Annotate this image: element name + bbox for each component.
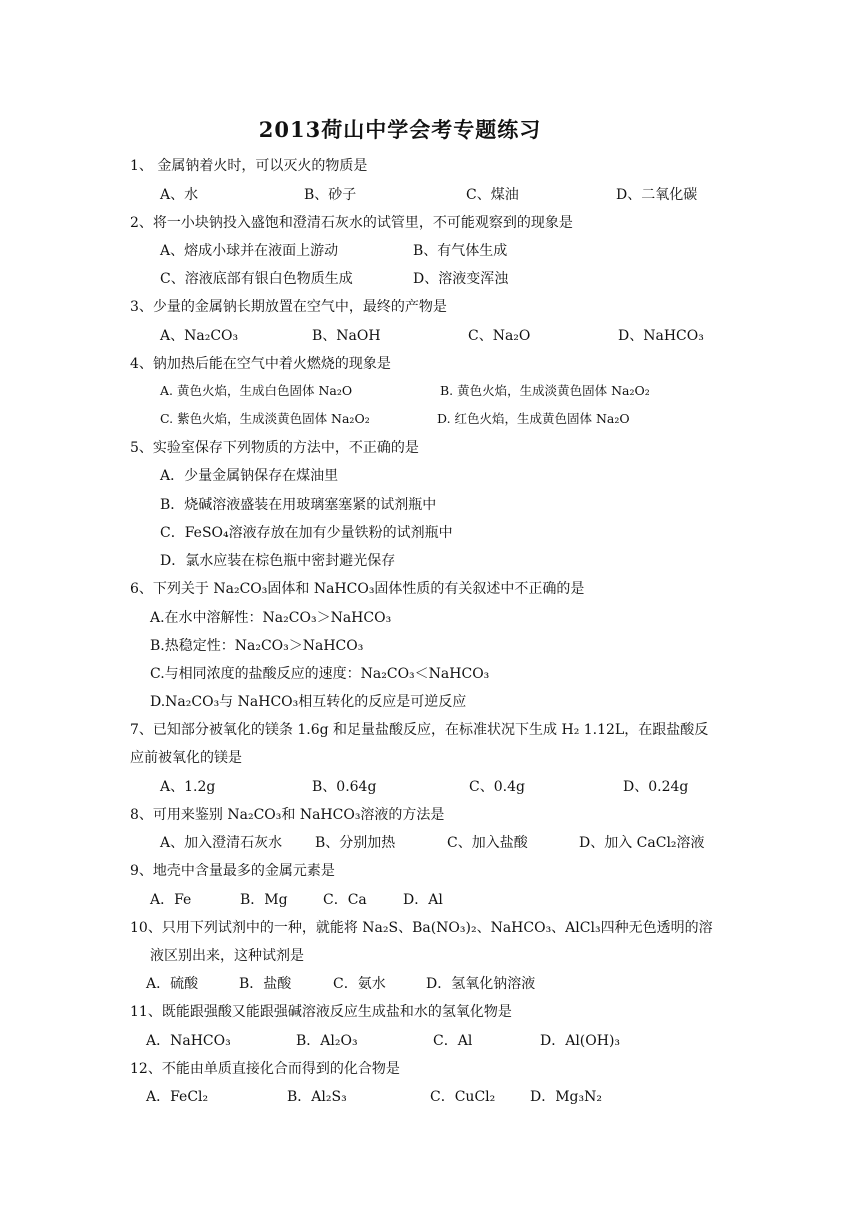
option-b: B、有气体生成 xyxy=(413,243,508,259)
question-6-option-d: D.Na₂CO₃与 NaHCO₃相互转化的反应是可逆反应 xyxy=(150,694,467,710)
option-b: B．Al₂O₃ xyxy=(296,1033,358,1049)
question-5-option-a: A．少量金属钠保存在煤油里 xyxy=(160,468,339,484)
option-c: C．CuCl₂ xyxy=(430,1089,496,1105)
question-10: 10、只用下列试剂中的一种，就能将 Na₂S、Ba(NO₃)₂、NaHCO₃、AlCl₃四种无色透明的溶 xyxy=(130,920,713,936)
option-a: A．NaHCO₃ xyxy=(146,1033,231,1049)
option-c: C、溶液底部有银白色物质生成 xyxy=(160,271,353,287)
option-a: A．FeCl₂ xyxy=(146,1089,209,1105)
option-a: A、熔成小球并在液面上游动 xyxy=(160,243,339,259)
option-b: B. 黄色火焰，生成淡黄色固体 Na₂O₂ xyxy=(440,383,650,398)
question-8: 8、可用来鉴别 Na₂CO₃和 NaHCO₃溶液的方法是 xyxy=(130,807,445,823)
question-10-continued: 液区别出来，这种试剂是 xyxy=(150,948,304,964)
option-b: B、砂子 xyxy=(304,187,357,203)
option-d: D、溶液变浑浊 xyxy=(413,271,509,287)
option-a: A、水 xyxy=(160,187,199,203)
option-d: D、二氧化碳 xyxy=(616,187,698,203)
question-1: 1、 金属钠着火时，可以灭火的物质是 xyxy=(130,158,368,174)
option-c: C．Al xyxy=(433,1033,473,1049)
question-9: 9、地壳中含量最多的金属元素是 xyxy=(130,863,335,879)
question-6-option-a: A.在水中溶解性：Na₂CO₃＞NaHCO₃ xyxy=(150,610,392,626)
option-a: A. 黄色火焰，生成白色固体 Na₂O xyxy=(160,383,353,398)
option-c: C. 紫色火焰，生成淡黄色固体 Na₂O₂ xyxy=(160,411,370,426)
option-c: C．氨水 xyxy=(333,976,386,992)
option-a: A、加入澄清石灰水 xyxy=(160,835,283,851)
option-d: D．Al(OH)₃ xyxy=(540,1033,621,1049)
question-4: 4、钠加热后能在空气中着火燃烧的现象是 xyxy=(130,356,391,372)
option-a: A、1.2g xyxy=(160,779,216,795)
option-b: B、NaOH xyxy=(312,328,381,344)
option-d: D．Al xyxy=(403,892,443,908)
question-5-option-c: C．FeSO₄溶液存放在加有少量铁粉的试剂瓶中 xyxy=(160,525,453,541)
option-c: C．Ca xyxy=(323,892,367,908)
question-3: 3、少量的金属钠长期放置在空气中，最终的产物是 xyxy=(130,299,447,315)
question-6-option-b: B.热稳定性：Na₂CO₃＞NaHCO₃ xyxy=(150,638,364,654)
option-d: D、NaHCO₃ xyxy=(618,328,704,344)
question-11: 11、既能跟强酸又能跟强碱溶液反应生成盐和水的氢氧化物是 xyxy=(130,1004,512,1020)
option-d: D、加入 CaCl₂溶液 xyxy=(579,835,705,851)
option-c: C、0.4g xyxy=(469,779,525,795)
option-b: B、分别加热 xyxy=(315,835,396,851)
option-c: C、煤油 xyxy=(466,187,519,203)
question-2: 2、将一小块钠投入盛饱和澄清石灰水的试管里，不可能观察到的现象是 xyxy=(130,215,573,231)
option-a: A．硫酸 xyxy=(146,976,199,992)
option-b: B．Mg xyxy=(240,892,288,908)
question-6: 6、下列关于 Na₂CO₃固体和 NaHCO₃固体性质的有关叙述中不正确的是 xyxy=(130,581,585,597)
question-5: 5、实验室保存下列物质的方法中，不正确的是 xyxy=(130,440,419,456)
option-b: B、0.64g xyxy=(312,779,377,795)
question-5-option-d: D．氯水应装在棕色瓶中密封避光保存 xyxy=(160,553,396,569)
option-b: B．盐酸 xyxy=(239,976,292,992)
question-7: 7、已知部分被氧化的镁条 1.6g 和足量盐酸反应，在标准状况下生成 H₂ 1.12L，在跟盐酸反 xyxy=(130,722,709,738)
option-a: A、Na₂CO₃ xyxy=(160,328,239,344)
option-c: C、加入盐酸 xyxy=(447,835,528,851)
option-d: D．Mg₃N₂ xyxy=(530,1089,602,1105)
option-a: A．Fe xyxy=(150,892,192,908)
option-b: B．Al₂S₃ xyxy=(287,1089,347,1105)
question-7-continued: 应前被氧化的镁是 xyxy=(130,750,242,766)
option-d: D. 红色火焰，生成黄色固体 Na₂O xyxy=(437,411,630,426)
option-d: D．氢氧化钠溶液 xyxy=(426,976,536,992)
option-d: D、0.24g xyxy=(623,779,689,795)
question-12: 12、不能由单质直接化合而得到的化合物是 xyxy=(130,1061,400,1077)
question-6-option-c: C.与相同浓度的盐酸反应的速度：Na₂CO₃＜NaHCO₃ xyxy=(150,666,490,682)
page-title: 2013荷山中学会考专题练习 xyxy=(258,117,542,142)
option-c: C、Na₂O xyxy=(468,328,531,344)
question-5-option-b: B．烧碱溶液盛装在用玻璃塞塞紧的试剂瓶中 xyxy=(160,497,437,513)
